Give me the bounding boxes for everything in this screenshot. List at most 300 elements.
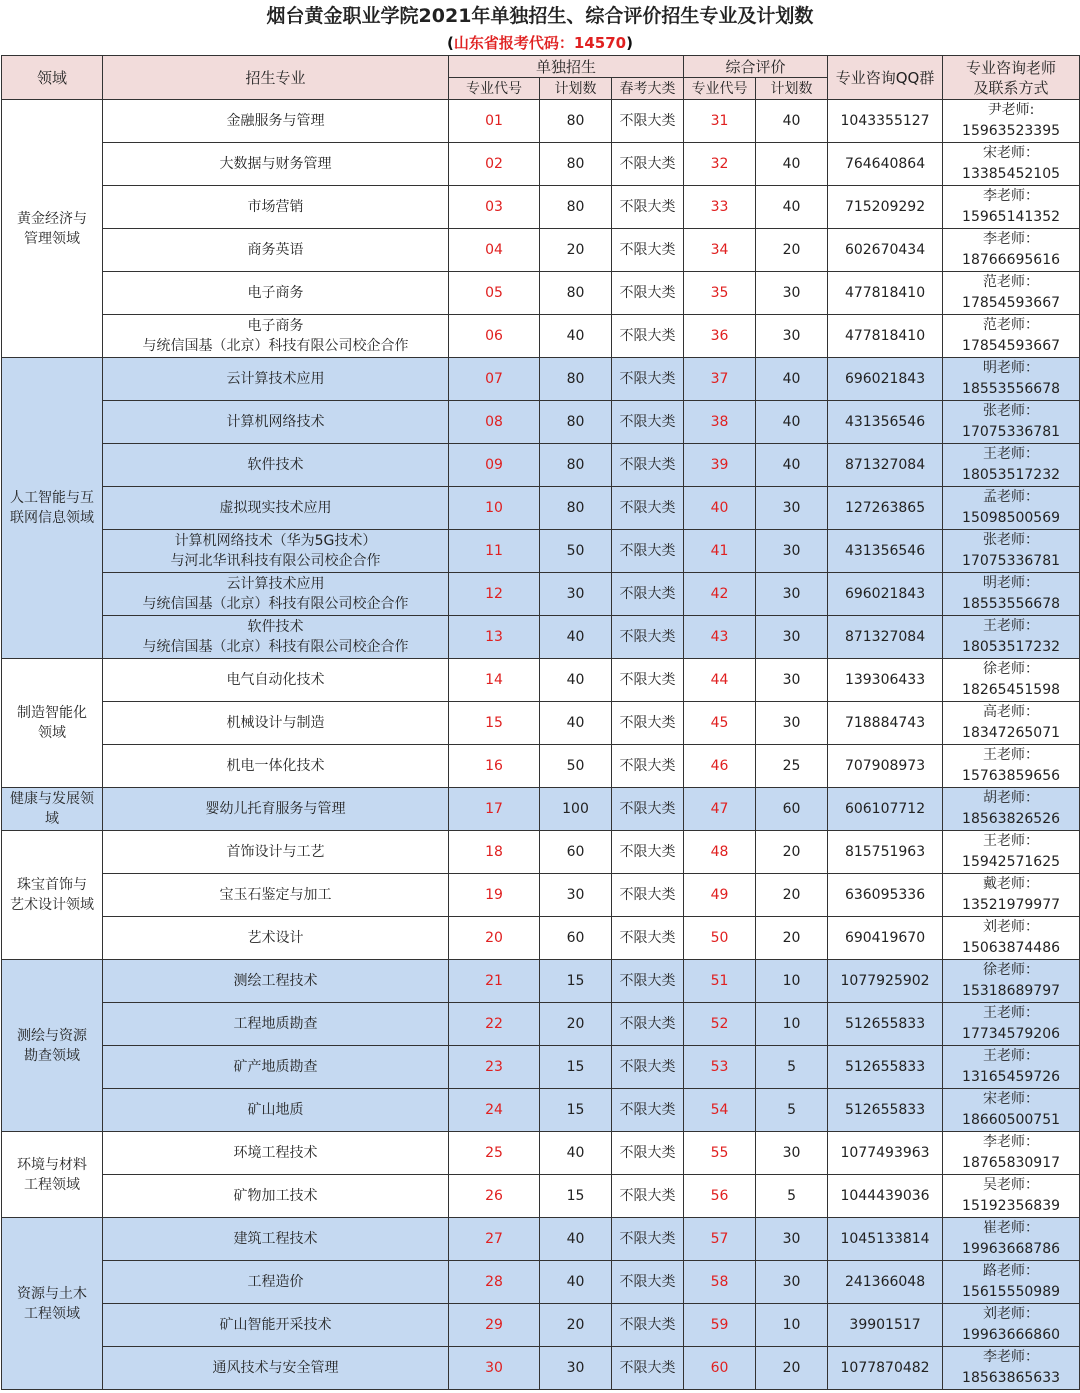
spring-category-cell: 不限大类: [612, 1132, 684, 1175]
single-plan-cell: 80: [540, 272, 612, 315]
single-plan-cell: 30: [540, 1347, 612, 1390]
qq-group-cell: 127263865: [828, 487, 943, 530]
single-plan-cell: 30: [540, 573, 612, 616]
table-row: [2, 1347, 1080, 1390]
single-plan-cell: 15: [540, 1175, 612, 1218]
teacher-phone: 13165459726: [962, 1069, 1061, 1085]
table-row: [2, 1132, 1080, 1175]
major-cell: 云计算技术应用: [103, 358, 449, 401]
table-row: [2, 917, 1080, 960]
comp-code-cell: 31: [684, 100, 756, 143]
qq-group-cell: 690419670: [828, 917, 943, 960]
single-plan-cell: 20: [540, 229, 612, 272]
major-cell: 矿产地质勘查: [103, 1046, 449, 1089]
spring-category-cell: 不限大类: [612, 358, 684, 401]
qq-group-cell: 871327084: [828, 444, 943, 487]
teacher-name: 戴老师：: [983, 876, 1040, 892]
spring-category-cell: 不限大类: [612, 143, 684, 186]
header-spring-category: 春考大类: [612, 78, 684, 100]
header-single-enrollment: 单独招生: [449, 56, 684, 78]
single-code-cell: 25: [449, 1132, 540, 1175]
qq-group-cell: 241366048: [828, 1261, 943, 1304]
major-cell: 工程地质勘查: [103, 1003, 449, 1046]
single-code-cell: 05: [449, 272, 540, 315]
major-cell: 虚拟现实技术应用: [103, 487, 449, 530]
single-code-cell: 24: [449, 1089, 540, 1132]
qq-group-cell: 696021843: [828, 358, 943, 401]
single-code-cell: 10: [449, 487, 540, 530]
qq-group-cell: 1077870482: [828, 1347, 943, 1390]
single-code-cell: 09: [449, 444, 540, 487]
comp-plan-cell: 20: [756, 831, 828, 874]
comp-code-cell: 45: [684, 702, 756, 745]
teacher-contact-cell: [943, 100, 1080, 143]
spring-category-cell: 不限大类: [612, 1046, 684, 1089]
teacher-phone: 17734579206: [962, 1026, 1061, 1042]
table-row: [2, 401, 1080, 444]
major-cell: 通风技术与安全管理: [103, 1347, 449, 1390]
comp-code-cell: 47: [684, 788, 756, 831]
comp-plan-cell: 20: [756, 1347, 828, 1390]
qq-group-cell: 764640864: [828, 143, 943, 186]
single-code-cell: 21: [449, 960, 540, 1003]
major-cell: 机电一体化技术: [103, 745, 449, 788]
comp-plan-cell: 40: [756, 401, 828, 444]
qq-group-cell: 707908973: [828, 745, 943, 788]
spring-category-cell: 不限大类: [612, 100, 684, 143]
single-plan-cell: 100: [540, 788, 612, 831]
spring-category-cell: 不限大类: [612, 530, 684, 573]
spring-category-cell: 不限大类: [612, 573, 684, 616]
table-row: [2, 831, 1080, 874]
teacher-contact-cell: [943, 1003, 1080, 1046]
comp-code-cell: 49: [684, 874, 756, 917]
single-plan-cell: 40: [540, 659, 612, 702]
qq-group-cell: 431356546: [828, 401, 943, 444]
teacher-phone: 19963668786: [962, 1241, 1061, 1257]
single-plan-cell: 80: [540, 487, 612, 530]
single-code-cell: 01: [449, 100, 540, 143]
spring-category-cell: 不限大类: [612, 702, 684, 745]
single-plan-cell: 15: [540, 960, 612, 1003]
spring-category-cell: 不限大类: [612, 229, 684, 272]
major-cell: 首饰设计与工艺: [103, 831, 449, 874]
teacher-phone: 17854593667: [962, 295, 1061, 311]
domain-cell: 黄金经济与 管理领域: [2, 100, 103, 358]
teacher-contact-cell: [943, 874, 1080, 917]
comp-plan-cell: 30: [756, 1261, 828, 1304]
major-cell: 测绘工程技术: [103, 960, 449, 1003]
table-row: [2, 186, 1080, 229]
comp-code-cell: 59: [684, 1304, 756, 1347]
spring-category-cell: 不限大类: [612, 1218, 684, 1261]
teacher-name: 王老师：: [983, 446, 1040, 462]
single-plan-cell: 40: [540, 702, 612, 745]
table-row: [2, 1003, 1080, 1046]
exam-code-line: [0, 32, 1080, 54]
table-row: [2, 100, 1080, 143]
table-row: [2, 616, 1080, 659]
teacher-contact-cell: [943, 186, 1080, 229]
spring-category-cell: 不限大类: [612, 315, 684, 358]
table-row: [2, 272, 1080, 315]
exam-code: 山东省报考代码：14570: [453, 34, 627, 52]
teacher-name: 刘老师：: [983, 1306, 1040, 1322]
comp-plan-cell: 5: [756, 1046, 828, 1089]
teacher-name: 范老师：: [983, 274, 1040, 290]
single-code-cell: 13: [449, 616, 540, 659]
comp-plan-cell: 20: [756, 229, 828, 272]
major-cell: 电气自动化技术: [103, 659, 449, 702]
teacher-contact-cell: [943, 745, 1080, 788]
spring-category-cell: 不限大类: [612, 831, 684, 874]
teacher-name: 王老师：: [983, 1048, 1040, 1064]
teacher-name: 李老师：: [983, 231, 1040, 247]
single-code-cell: 14: [449, 659, 540, 702]
header-single-plan: 计划数: [540, 78, 612, 100]
teacher-name: 明老师：: [983, 360, 1040, 376]
comp-plan-cell: 30: [756, 573, 828, 616]
teacher-name: 王老师：: [983, 1005, 1040, 1021]
comp-plan-cell: 5: [756, 1175, 828, 1218]
comp-code-cell: 57: [684, 1218, 756, 1261]
comp-code-cell: 48: [684, 831, 756, 874]
teacher-phone: 15763859656: [962, 768, 1061, 784]
single-plan-cell: 40: [540, 1261, 612, 1304]
comp-plan-cell: 40: [756, 358, 828, 401]
header-major: 招生专业: [103, 56, 449, 100]
single-plan-cell: 20: [540, 1304, 612, 1347]
teacher-name: 尹老师:: [987, 102, 1035, 118]
major-cell: 商务英语: [103, 229, 449, 272]
table-row: [2, 874, 1080, 917]
table-row: [2, 1218, 1080, 1261]
teacher-contact-cell: [943, 1218, 1080, 1261]
comp-code-cell: 58: [684, 1261, 756, 1304]
qq-group-cell: 1043355127: [828, 100, 943, 143]
teacher-contact-cell: [943, 917, 1080, 960]
single-code-cell: 17: [449, 788, 540, 831]
teacher-phone: 18053517232: [962, 467, 1061, 483]
major-cell: 软件技术: [103, 444, 449, 487]
teacher-name: 吴老师：: [983, 1177, 1040, 1193]
teacher-name: 王老师：: [983, 747, 1040, 763]
comp-code-cell: 46: [684, 745, 756, 788]
major-cell: 建筑工程技术: [103, 1218, 449, 1261]
teacher-contact-cell: [943, 229, 1080, 272]
single-plan-cell: 60: [540, 917, 612, 960]
table-row: [2, 1046, 1080, 1089]
spring-category-cell: 不限大类: [612, 444, 684, 487]
table-row: [2, 487, 1080, 530]
teacher-phone: 18660500751: [962, 1112, 1061, 1128]
major-cell: 机械设计与制造: [103, 702, 449, 745]
qq-group-cell: 139306433: [828, 659, 943, 702]
qq-group-cell: 871327084: [828, 616, 943, 659]
domain-cell: 健康与发展领 域: [2, 788, 103, 831]
single-code-cell: 23: [449, 1046, 540, 1089]
single-code-cell: 08: [449, 401, 540, 444]
comp-plan-cell: 30: [756, 659, 828, 702]
teacher-name: 李老师：: [983, 1134, 1040, 1150]
comp-code-cell: 55: [684, 1132, 756, 1175]
qq-group-cell: 512655833: [828, 1046, 943, 1089]
comp-code-cell: 36: [684, 315, 756, 358]
major-cell: 环境工程技术: [103, 1132, 449, 1175]
teacher-phone: 18265451598: [962, 682, 1061, 698]
table-row: [2, 229, 1080, 272]
comp-plan-cell: 5: [756, 1089, 828, 1132]
comp-plan-cell: 30: [756, 616, 828, 659]
comp-plan-cell: 40: [756, 186, 828, 229]
single-plan-cell: 80: [540, 186, 612, 229]
qq-group-cell: 606107712: [828, 788, 943, 831]
comp-plan-cell: 30: [756, 530, 828, 573]
single-plan-cell: 80: [540, 358, 612, 401]
single-plan-cell: 60: [540, 831, 612, 874]
spring-category-cell: 不限大类: [612, 1003, 684, 1046]
teacher-phone: 15192356839: [962, 1198, 1061, 1214]
single-plan-cell: 50: [540, 745, 612, 788]
teacher-phone: 15963523395: [962, 123, 1061, 139]
comp-code-cell: 54: [684, 1089, 756, 1132]
teacher-phone: 18053517232: [962, 639, 1061, 655]
single-plan-cell: 15: [540, 1089, 612, 1132]
teacher-contact-cell: [943, 702, 1080, 745]
comp-code-cell: 42: [684, 573, 756, 616]
spring-category-cell: 不限大类: [612, 1175, 684, 1218]
single-plan-cell: 40: [540, 1218, 612, 1261]
comp-plan-cell: 40: [756, 143, 828, 186]
major-cell: 矿物加工技术: [103, 1175, 449, 1218]
header-comp-code: 专业代号: [684, 78, 756, 100]
qq-group-cell: 39901517: [828, 1304, 943, 1347]
teacher-name: 宋老师：: [983, 1091, 1040, 1107]
major-cell: 大数据与财务管理: [103, 143, 449, 186]
teacher-contact-cell: [943, 1132, 1080, 1175]
comp-code-cell: 34: [684, 229, 756, 272]
qq-group-cell: 477818410: [828, 272, 943, 315]
major-cell: 计算机网络技术（华为5G技术） 与河北华讯科技有限公司校企合作: [103, 530, 449, 573]
teacher-contact-cell: [943, 315, 1080, 358]
single-plan-cell: 80: [540, 100, 612, 143]
table-row: [2, 444, 1080, 487]
spring-category-cell: 不限大类: [612, 1089, 684, 1132]
single-code-cell: 06: [449, 315, 540, 358]
comp-plan-cell: 30: [756, 702, 828, 745]
table-row: [2, 315, 1080, 358]
comp-code-cell: 43: [684, 616, 756, 659]
header-domain: 领域: [2, 56, 103, 100]
single-code-cell: 18: [449, 831, 540, 874]
teacher-contact-cell: [943, 831, 1080, 874]
teacher-name: 李老师：: [983, 188, 1040, 204]
single-code-cell: 16: [449, 745, 540, 788]
subtitle-close-paren: ): [626, 34, 633, 52]
major-cell: 矿山智能开采技术: [103, 1304, 449, 1347]
comp-plan-cell: 30: [756, 272, 828, 315]
teacher-phone: 18347265071: [962, 725, 1061, 741]
teacher-phone: 18553556678: [962, 381, 1061, 397]
qq-group-cell: 715209292: [828, 186, 943, 229]
spring-category-cell: 不限大类: [612, 745, 684, 788]
single-plan-cell: 40: [540, 315, 612, 358]
spring-category-cell: 不限大类: [612, 1347, 684, 1390]
teacher-name: 刘老师：: [983, 919, 1040, 935]
table-row: [2, 788, 1080, 831]
single-code-cell: 07: [449, 358, 540, 401]
single-code-cell: 11: [449, 530, 540, 573]
teacher-name: 路老师：: [983, 1263, 1040, 1279]
teacher-contact-cell: [943, 358, 1080, 401]
qq-group-cell: 718884743: [828, 702, 943, 745]
teacher-name: 宋老师：: [983, 145, 1040, 161]
qq-group-cell: 602670434: [828, 229, 943, 272]
teacher-phone: 15615550989: [962, 1284, 1061, 1300]
comp-plan-cell: 30: [756, 487, 828, 530]
subtitle-open-paren: (: [447, 34, 454, 52]
qq-group-cell: 636095336: [828, 874, 943, 917]
teacher-contact-cell: [943, 788, 1080, 831]
comp-plan-cell: 20: [756, 917, 828, 960]
comp-code-cell: 37: [684, 358, 756, 401]
spring-category-cell: 不限大类: [612, 659, 684, 702]
comp-code-cell: 44: [684, 659, 756, 702]
qq-group-cell: 512655833: [828, 1089, 943, 1132]
teacher-contact-cell: [943, 616, 1080, 659]
header-teacher-contact: 专业咨询老师 及联系方式: [943, 56, 1080, 100]
teacher-contact-cell: [943, 1261, 1080, 1304]
major-cell: 矿山地质: [103, 1089, 449, 1132]
teacher-phone: 17075336781: [962, 553, 1061, 569]
header-comp-plan: 计划数: [756, 78, 828, 100]
comp-code-cell: 51: [684, 960, 756, 1003]
comp-plan-cell: 20: [756, 874, 828, 917]
spring-category-cell: 不限大类: [612, 401, 684, 444]
domain-cell: 制造智能化 领域: [2, 659, 103, 788]
teacher-phone: 13385452105: [962, 166, 1061, 182]
teacher-contact-cell: [943, 401, 1080, 444]
teacher-phone: 18553556678: [962, 596, 1061, 612]
comp-code-cell: 35: [684, 272, 756, 315]
qq-group-cell: 512655833: [828, 1003, 943, 1046]
teacher-name: 徐老师：: [983, 962, 1040, 978]
teacher-contact-cell: [943, 1304, 1080, 1347]
single-code-cell: 20: [449, 917, 540, 960]
comp-plan-cell: 40: [756, 100, 828, 143]
teacher-contact-cell: [943, 272, 1080, 315]
comp-code-cell: 60: [684, 1347, 756, 1390]
qq-group-cell: 1044439036: [828, 1175, 943, 1218]
teacher-phone: 18765830917: [962, 1155, 1061, 1171]
teacher-name: 崔老师：: [983, 1220, 1040, 1236]
teacher-phone: 17854593667: [962, 338, 1061, 354]
teacher-phone: 15965141352: [962, 209, 1061, 225]
single-code-cell: 22: [449, 1003, 540, 1046]
qq-group-cell: 1045133814: [828, 1218, 943, 1261]
spring-category-cell: 不限大类: [612, 487, 684, 530]
header-qq-group: 专业咨询QQ群: [828, 56, 943, 100]
teacher-name: 明老师：: [983, 575, 1040, 591]
page-title: 烟台黄金职业学院2021年单独招生、综合评价招生专业及计划数: [266, 5, 814, 27]
teacher-contact-cell: [943, 1089, 1080, 1132]
single-code-cell: 03: [449, 186, 540, 229]
teacher-phone: 17075336781: [962, 424, 1061, 440]
teacher-name: 张老师：: [983, 532, 1040, 548]
comp-code-cell: 50: [684, 917, 756, 960]
comp-plan-cell: 60: [756, 788, 828, 831]
single-plan-cell: 40: [540, 1132, 612, 1175]
comp-code-cell: 53: [684, 1046, 756, 1089]
major-cell: 金融服务与管理: [103, 100, 449, 143]
table-row: [2, 1089, 1080, 1132]
qq-group-cell: 431356546: [828, 530, 943, 573]
table-row: [2, 1175, 1080, 1218]
comp-plan-cell: 10: [756, 1304, 828, 1347]
teacher-phone: 15942571625: [962, 854, 1061, 870]
table-row: [2, 530, 1080, 573]
comp-code-cell: 40: [684, 487, 756, 530]
comp-plan-cell: 30: [756, 315, 828, 358]
teacher-phone: 15098500569: [962, 510, 1061, 526]
major-cell: 电子商务: [103, 272, 449, 315]
comp-code-cell: 52: [684, 1003, 756, 1046]
single-plan-cell: 80: [540, 444, 612, 487]
comp-plan-cell: 25: [756, 745, 828, 788]
teacher-name: 范老师：: [983, 317, 1040, 333]
teacher-phone: 15318689797: [962, 983, 1061, 999]
major-cell: 计算机网络技术: [103, 401, 449, 444]
single-plan-cell: 50: [540, 530, 612, 573]
qq-group-cell: 696021843: [828, 573, 943, 616]
teacher-contact-cell: [943, 960, 1080, 1003]
table-row: [2, 358, 1080, 401]
qq-group-cell: 1077925902: [828, 960, 943, 1003]
teacher-phone: 18563826526: [962, 811, 1061, 827]
table-row: [2, 745, 1080, 788]
table-row: [2, 960, 1080, 1003]
teacher-name: 孟老师：: [983, 489, 1040, 505]
teacher-contact-cell: [943, 143, 1080, 186]
spring-category-cell: 不限大类: [612, 1261, 684, 1304]
single-code-cell: 04: [449, 229, 540, 272]
spring-category-cell: 不限大类: [612, 788, 684, 831]
major-cell: 软件技术 与统信国基（北京）科技有限公司校企合作: [103, 616, 449, 659]
comp-code-cell: 33: [684, 186, 756, 229]
comp-code-cell: 38: [684, 401, 756, 444]
teacher-phone: 18563865633: [962, 1370, 1061, 1386]
single-code-cell: 26: [449, 1175, 540, 1218]
header-comprehensive-evaluation: 综合评价: [684, 56, 828, 78]
teacher-name: 李老师：: [983, 1349, 1040, 1365]
major-cell: 云计算技术应用 与统信国基（北京）科技有限公司校企合作: [103, 573, 449, 616]
teacher-phone: 13521979977: [962, 897, 1061, 913]
comp-plan-cell: 40: [756, 444, 828, 487]
comp-plan-cell: 30: [756, 1132, 828, 1175]
single-code-cell: 29: [449, 1304, 540, 1347]
single-code-cell: 15: [449, 702, 540, 745]
teacher-phone: 18766695616: [962, 252, 1061, 268]
table-row: [2, 573, 1080, 616]
comp-plan-cell: 30: [756, 1218, 828, 1261]
single-code-cell: 28: [449, 1261, 540, 1304]
qq-group-cell: 1077493963: [828, 1132, 943, 1175]
teacher-contact-cell: [943, 1175, 1080, 1218]
comp-plan-cell: 10: [756, 960, 828, 1003]
teacher-name: 王老师：: [983, 618, 1040, 634]
teacher-name: 高老师：: [983, 704, 1040, 720]
teacher-contact-cell: [943, 444, 1080, 487]
